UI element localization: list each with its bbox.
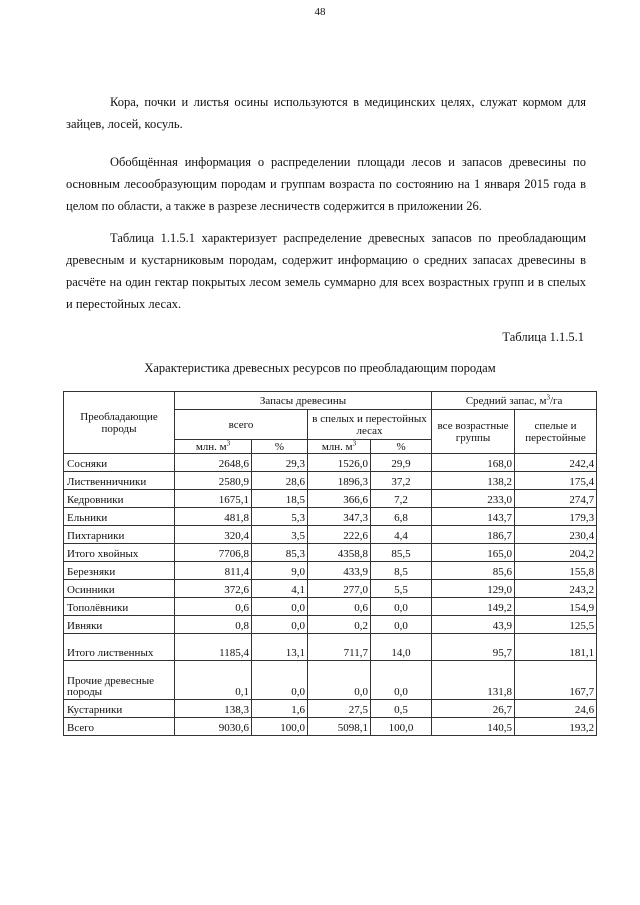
table-row [64, 544, 597, 562]
header-mln-1-sup: 3 [226, 439, 231, 447]
row-avg-mature: 155,8 [515, 562, 597, 580]
row-stock-mature-pct: 100,0 [371, 718, 432, 736]
row-stock-total: 1185,4 [175, 634, 252, 661]
row-avg-all: 186,7 [432, 526, 515, 544]
table-row [64, 718, 597, 736]
row-species: Кедровники [64, 490, 175, 508]
row-avg-mature: 154,9 [515, 598, 597, 616]
row-avg-all: 129,0 [432, 580, 515, 598]
row-avg-mature: 125,5 [515, 616, 597, 634]
row-avg-mature: 181,1 [515, 634, 597, 661]
row-stock-total: 0,8 [175, 616, 252, 634]
row-stock-total-pct: 100,0 [252, 718, 308, 736]
row-stock-total-pct: 0,0 [252, 598, 308, 616]
row-stock-mature: 277,0 [308, 580, 371, 598]
row-species: Пихтарники [64, 526, 175, 544]
header-mln-2-sup: 3 [352, 439, 357, 447]
row-stock-mature: 1526,0 [308, 454, 371, 472]
row-avg-mature: 242,4 [515, 454, 597, 472]
header-mln-2-text: млн. м [321, 440, 353, 453]
row-stock-total-pct: 1,6 [252, 700, 308, 718]
header-avg-stock-sup: 3 [546, 392, 550, 401]
row-species: Тополёвники [64, 598, 175, 616]
row-species: Ельники [64, 508, 175, 526]
row-avg-mature: 167,7 [515, 661, 597, 700]
row-avg-all: 85,6 [432, 562, 515, 580]
row-stock-total: 138,3 [175, 700, 252, 718]
row-avg-all: 143,7 [432, 508, 515, 526]
row-stock-total-pct: 9,0 [252, 562, 308, 580]
row-stock-total: 372,6 [175, 580, 252, 598]
row-avg-mature: 243,2 [515, 580, 597, 598]
paragraph-2 [66, 151, 586, 217]
table-row [64, 598, 597, 616]
row-avg-mature: 193,2 [515, 718, 597, 736]
row-stock-total-pct: 0,0 [252, 661, 308, 700]
table-row [64, 616, 597, 634]
row-species: Прочие древесные породы [64, 661, 175, 700]
header-pct-2: % [371, 440, 432, 454]
row-stock-mature-pct: 85,5 [371, 544, 432, 562]
row-avg-all: 233,0 [432, 490, 515, 508]
header-stock: Запасы древесины [175, 392, 432, 410]
page-number: 48 [314, 6, 326, 18]
row-stock-mature-pct: 8,5 [371, 562, 432, 580]
row-stock-total: 481,8 [175, 508, 252, 526]
row-avg-all: 149,2 [432, 598, 515, 616]
row-stock-total: 1675,1 [175, 490, 252, 508]
row-stock-mature-pct: 6,8 [371, 508, 432, 526]
row-species: Осинники [64, 580, 175, 598]
row-stock-total-pct: 4,1 [252, 580, 308, 598]
row-stock-total-pct: 85,3 [252, 544, 308, 562]
header-total: всего [175, 410, 308, 440]
row-avg-all: 26,7 [432, 700, 515, 718]
row-avg-mature: 230,4 [515, 526, 597, 544]
header-mature: в спелых и перестойных лесах [308, 410, 432, 440]
header-species: Преобладающие породы [64, 392, 175, 454]
row-species: Сосняки [64, 454, 175, 472]
paragraph-1 [66, 91, 586, 135]
header-mln-1 [175, 440, 252, 454]
paragraph-3 [66, 227, 586, 315]
row-species: Лиственничники [64, 472, 175, 490]
paragraph-2-text: Обобщённая информация о распределении площади лесов и запасов древесины по основным лесообразующим породам и группам возраста по состоянию на 1 января 2015 года в целом по области, а также в разрезе лесничеств содержится в приложении 26. [66, 155, 586, 213]
table-row [64, 661, 597, 700]
row-avg-all: 138,2 [432, 472, 515, 490]
row-stock-mature: 366,6 [308, 490, 371, 508]
row-avg-mature: 204,2 [515, 544, 597, 562]
table-row [64, 562, 597, 580]
table-row [64, 454, 597, 472]
row-stock-mature-pct: 0,0 [371, 598, 432, 616]
table-row [64, 634, 597, 661]
row-species: Итого хвойных [64, 544, 175, 562]
row-stock-mature-pct: 4,4 [371, 526, 432, 544]
row-stock-total: 320,4 [175, 526, 252, 544]
table-label: Таблица 1.1.5.1 [502, 330, 584, 344]
row-stock-total-pct: 5,3 [252, 508, 308, 526]
row-stock-mature: 0,0 [308, 661, 371, 700]
table-row [64, 700, 597, 718]
row-species: Кустарники [64, 700, 175, 718]
row-stock-mature-pct: 37,2 [371, 472, 432, 490]
row-stock-mature: 4358,8 [308, 544, 371, 562]
row-stock-mature-pct: 5,5 [371, 580, 432, 598]
row-species: Всего [64, 718, 175, 736]
row-avg-all: 168,0 [432, 454, 515, 472]
row-stock-mature-pct: 7,2 [371, 490, 432, 508]
row-stock-total-pct: 0,0 [252, 616, 308, 634]
row-stock-total: 2580,9 [175, 472, 252, 490]
row-avg-mature: 175,4 [515, 472, 597, 490]
table-row [64, 508, 597, 526]
row-stock-mature: 0,6 [308, 598, 371, 616]
row-stock-total-pct: 3,5 [252, 526, 308, 544]
row-stock-total: 811,4 [175, 562, 252, 580]
row-stock-mature: 711,7 [308, 634, 371, 661]
row-stock-mature-pct: 0,0 [371, 616, 432, 634]
header-mln-1-text: млн. м [195, 440, 227, 453]
row-avg-all: 95,7 [432, 634, 515, 661]
header-pct-1: % [252, 440, 308, 454]
row-stock-mature-pct: 14,0 [371, 634, 432, 661]
table-row [64, 490, 597, 508]
row-stock-total-pct: 29,3 [252, 454, 308, 472]
row-stock-total-pct: 13,1 [252, 634, 308, 661]
row-stock-mature: 347,3 [308, 508, 371, 526]
row-avg-all: 140,5 [432, 718, 515, 736]
row-stock-mature: 27,5 [308, 700, 371, 718]
row-stock-total: 2648,6 [175, 454, 252, 472]
header-avg-stock-text: Средний запас, м [465, 394, 547, 407]
paragraph-3-text: Таблица 1.1.5.1 характеризует распределение древесных запасов по преобладающим древесным и кустарниковым породам, содержит информацию о средних запасах древесины в расчёте на один гектар покрытых лесом земель суммарно для всех возрастных групп и в спелых и перестойных лесах. [66, 231, 586, 311]
header-avg-stock-unit: /га [549, 394, 563, 407]
row-stock-mature-pct: 0,0 [371, 661, 432, 700]
row-stock-mature: 433,9 [308, 562, 371, 580]
row-stock-total: 7706,8 [175, 544, 252, 562]
table-row [64, 526, 597, 544]
row-avg-mature: 24,6 [515, 700, 597, 718]
wood-resources-table [63, 391, 597, 736]
header-mature-avg: спелые и перестойные [515, 410, 597, 454]
row-avg-all: 131,8 [432, 661, 515, 700]
row-species: Итого лиственных [64, 634, 175, 661]
row-avg-all: 165,0 [432, 544, 515, 562]
row-stock-mature: 1896,3 [308, 472, 371, 490]
row-species: Березняки [64, 562, 175, 580]
row-stock-total: 0,6 [175, 598, 252, 616]
row-stock-total: 0,1 [175, 661, 252, 700]
row-avg-all: 43,9 [432, 616, 515, 634]
header-all-groups: все возрастные группы [432, 410, 515, 454]
row-stock-mature: 0,2 [308, 616, 371, 634]
row-stock-total-pct: 28,6 [252, 472, 308, 490]
row-stock-total: 9030,6 [175, 718, 252, 736]
table-row [64, 472, 597, 490]
table-row [64, 580, 597, 598]
row-avg-mature: 179,3 [515, 508, 597, 526]
row-stock-mature-pct: 0,5 [371, 700, 432, 718]
row-stock-mature-pct: 29,9 [371, 454, 432, 472]
row-stock-mature: 5098,1 [308, 718, 371, 736]
row-avg-mature: 274,7 [515, 490, 597, 508]
row-stock-mature: 222,6 [308, 526, 371, 544]
header-mln-2 [308, 440, 371, 454]
header-avg-stock [432, 392, 597, 410]
paragraph-1-text: Кора, почки и листья осины используются в медицинских целях, служат кормом для зайцев, лосей, косуль. [66, 95, 586, 131]
row-species: Ивняки [64, 616, 175, 634]
table-title: Характеристика древесных ресурсов по преобладающим породам [144, 361, 496, 375]
row-stock-total-pct: 18,5 [252, 490, 308, 508]
